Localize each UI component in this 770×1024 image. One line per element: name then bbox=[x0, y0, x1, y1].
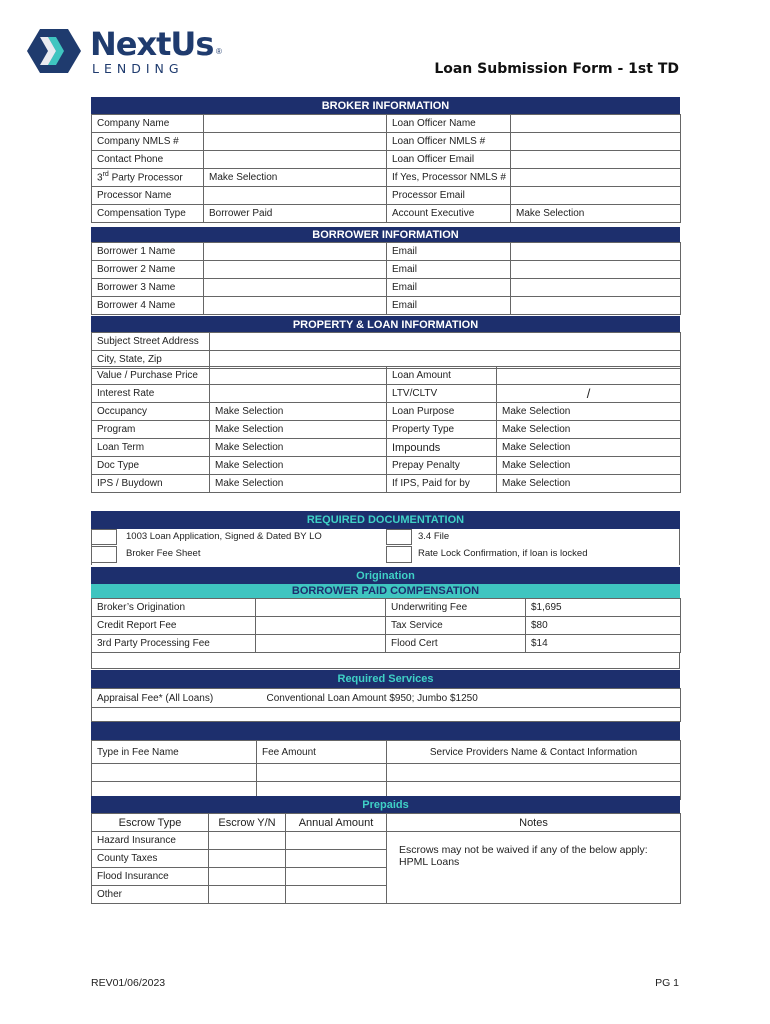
credit-report-fee-field[interactable] bbox=[256, 617, 386, 635]
value-purchase-price-field[interactable] bbox=[210, 367, 387, 385]
third-party-processor-label-post: Party Processor bbox=[108, 172, 183, 184]
doc-type-select[interactable]: Make Selection bbox=[210, 457, 387, 475]
credit-report-fee-label: Credit Report Fee bbox=[92, 617, 256, 635]
company-name-field[interactable] bbox=[204, 115, 387, 133]
third-party-processing-fee-label: 3rd Party Processing Fee bbox=[92, 635, 256, 653]
program-select[interactable]: Make Selection bbox=[210, 421, 387, 439]
property-loan-table bbox=[91, 366, 681, 493]
appraisal-table bbox=[91, 688, 681, 722]
county-escrow-yn-field[interactable] bbox=[209, 850, 286, 868]
broker-table bbox=[91, 114, 681, 223]
account-executive-label: Account Executive bbox=[387, 205, 511, 223]
loan-officer-name-field[interactable] bbox=[511, 115, 681, 133]
program-label: Program bbox=[92, 421, 210, 439]
company-nmls-label: Company NMLS # bbox=[92, 133, 204, 151]
origination-table bbox=[91, 598, 681, 653]
property-address-table bbox=[91, 332, 681, 369]
borrower-2-email-field[interactable] bbox=[511, 261, 681, 279]
third-party-processor-select[interactable]: Make Selection bbox=[204, 169, 387, 187]
borrower-1-name-field[interactable] bbox=[204, 243, 387, 261]
prepay-penalty-label: Prepay Penalty bbox=[387, 457, 497, 475]
borrower-1-email-field[interactable] bbox=[511, 243, 681, 261]
loan-term-label: Loan Term bbox=[92, 439, 210, 457]
other-label: Other bbox=[92, 886, 209, 904]
type-in-fee-name-header: Type in Fee Name bbox=[92, 741, 257, 764]
ltv-separator: / bbox=[586, 386, 591, 401]
borrower-3-email-label: Email bbox=[387, 279, 511, 297]
impounds-label: Impounds bbox=[387, 439, 497, 457]
processor-name-field[interactable] bbox=[204, 187, 387, 205]
borrower-3-name-label: Borrower 3 Name bbox=[92, 279, 204, 297]
borrower-2-name-field[interactable] bbox=[204, 261, 387, 279]
other-escrow-yn-field[interactable] bbox=[209, 886, 286, 904]
logo bbox=[26, 27, 236, 77]
notes-text-2: HPML Loans bbox=[399, 856, 460, 868]
appraisal-fee-value: Conventional Loan Amount $950; Jumbo $1250 bbox=[262, 689, 681, 708]
underwriting-fee-value: $1,695 bbox=[526, 599, 681, 617]
city-state-zip-label: City, State, Zip bbox=[92, 351, 210, 369]
borrower-paid-comp-header: BORROWER PAID COMPENSATION bbox=[91, 584, 680, 598]
origination-header: Origination bbox=[91, 567, 680, 584]
third-party-processor-label-pre: 3 bbox=[97, 172, 103, 184]
loan-officer-nmls-label: Loan Officer NMLS # bbox=[387, 133, 511, 151]
hazard-escrow-yn-field[interactable] bbox=[209, 832, 286, 850]
interest-rate-field[interactable] bbox=[210, 385, 387, 403]
flood-insurance-label: Flood Insurance bbox=[92, 868, 209, 886]
company-nmls-field[interactable] bbox=[204, 133, 387, 151]
prepaids-header: Prepaids bbox=[91, 796, 680, 813]
compensation-type-select[interactable]: Borrower Paid bbox=[204, 205, 387, 223]
occupancy-label: Occupancy bbox=[92, 403, 210, 421]
if-ips-paid-for-by-label: If IPS, Paid for by bbox=[387, 475, 497, 493]
hazard-annual-amount-field[interactable] bbox=[286, 832, 387, 850]
notes-cell bbox=[387, 832, 681, 904]
loan-amount-field[interactable] bbox=[497, 367, 681, 385]
loan-officer-email-field[interactable] bbox=[511, 151, 681, 169]
flood-cert-label: Flood Cert bbox=[386, 635, 526, 653]
borrower-1-email-label: Email bbox=[387, 243, 511, 261]
annual-amount-header: Annual Amount bbox=[286, 814, 387, 832]
ips-buydown-label: IPS / Buydown bbox=[92, 475, 210, 493]
subject-street-label: Subject Street Address bbox=[92, 333, 210, 351]
loan-officer-nmls-field[interactable] bbox=[511, 133, 681, 151]
contact-phone-field[interactable] bbox=[204, 151, 387, 169]
tax-service-label: Tax Service bbox=[386, 617, 526, 635]
appraisal-spacer-row bbox=[92, 708, 681, 722]
tax-service-value: $80 bbox=[526, 617, 681, 635]
impounds-select[interactable]: Make Selection bbox=[497, 439, 681, 457]
borrower-4-name-field[interactable] bbox=[204, 297, 387, 315]
brokers-origination-label: Broker’s Origination bbox=[92, 599, 256, 617]
origination-spacer bbox=[91, 653, 680, 669]
prepaids-table bbox=[91, 813, 681, 904]
value-purchase-price-label: Value / Purchase Price bbox=[92, 367, 210, 385]
loan-purpose-select[interactable]: Make Selection bbox=[497, 403, 681, 421]
notes-text-1: Escrows may not be waived if any of the below apply: bbox=[399, 844, 648, 856]
fee-amount-header: Fee Amount bbox=[257, 741, 387, 764]
underwriting-fee-label: Underwriting Fee bbox=[386, 599, 526, 617]
ips-paid-for-by-select[interactable]: Make Selection bbox=[497, 475, 681, 493]
revision-label: REV01/06/2023 bbox=[91, 977, 166, 989]
borrower-3-name-field[interactable] bbox=[204, 279, 387, 297]
required-services-divider bbox=[91, 722, 680, 740]
borrower-table bbox=[91, 242, 681, 315]
property-section-header: PROPERTY & LOAN INFORMATION bbox=[91, 316, 680, 333]
third-party-processing-fee-field[interactable] bbox=[256, 635, 386, 653]
doc-1003-label: 1003 Loan Application, Signed & Dated BY LO bbox=[126, 531, 322, 542]
county-annual-amount-field[interactable] bbox=[286, 850, 387, 868]
fee-name-field-1[interactable] bbox=[92, 764, 257, 782]
borrower-4-email-label: Email bbox=[387, 297, 511, 315]
doc-1003-checkbox[interactable] bbox=[91, 529, 117, 545]
borrower-3-email-field[interactable] bbox=[511, 279, 681, 297]
fees-table bbox=[91, 740, 681, 800]
doc-rate-lock-checkbox[interactable] bbox=[386, 546, 412, 563]
flood-escrow-yn-field[interactable] bbox=[209, 868, 286, 886]
ltv-cltv-field[interactable] bbox=[497, 385, 681, 403]
service-provider-field-1[interactable] bbox=[387, 764, 681, 782]
escrow-yn-header: Escrow Y/N bbox=[209, 814, 286, 832]
doc-type-label: Doc Type bbox=[92, 457, 210, 475]
loan-purpose-label: Loan Purpose bbox=[387, 403, 497, 421]
processor-name-label: Processor Name bbox=[92, 187, 204, 205]
doc-3-4-file-checkbox[interactable] bbox=[386, 529, 412, 545]
flood-annual-amount-field[interactable] bbox=[286, 868, 387, 886]
subject-street-field[interactable] bbox=[210, 333, 681, 351]
fee-amount-field-1[interactable] bbox=[257, 764, 387, 782]
hazard-insurance-label: Hazard Insurance bbox=[92, 832, 209, 850]
appraisal-fee-label: Appraisal Fee* (All Loans) bbox=[92, 689, 262, 708]
borrower-section-header: BORROWER INFORMATION bbox=[91, 227, 680, 243]
doc-3-4-file-label: 3.4 File bbox=[418, 531, 450, 542]
third-party-processor-label bbox=[92, 169, 204, 187]
borrower-4-email-field[interactable] bbox=[511, 297, 681, 315]
loan-officer-name-label: Loan Officer Name bbox=[387, 115, 511, 133]
logo-name: NextUs bbox=[90, 25, 214, 63]
loan-officer-email-label: Loan Officer Email bbox=[387, 151, 511, 169]
logo-registered: ® bbox=[216, 47, 222, 56]
other-annual-amount-field[interactable] bbox=[286, 886, 387, 904]
required-docs-header: REQUIRED DOCUMENTATION bbox=[91, 511, 680, 529]
borrower-2-email-label: Email bbox=[387, 261, 511, 279]
processor-email-field[interactable] bbox=[511, 187, 681, 205]
processor-email-label: Processor Email bbox=[387, 187, 511, 205]
ltv-cltv-label: LTV/CLTV bbox=[387, 385, 497, 403]
notes-header: Notes bbox=[387, 814, 681, 832]
account-executive-select[interactable]: Make Selection bbox=[511, 205, 681, 223]
contact-phone-label: Contact Phone bbox=[92, 151, 204, 169]
nextus-hexagon-icon bbox=[26, 27, 82, 75]
borrower-4-name-label: Borrower 4 Name bbox=[92, 297, 204, 315]
required-services-header: Required Services bbox=[91, 670, 680, 688]
broker-section-header: BROKER INFORMATION bbox=[91, 97, 680, 114]
occupancy-select[interactable]: Make Selection bbox=[210, 403, 387, 421]
interest-rate-label: Interest Rate bbox=[92, 385, 210, 403]
compensation-type-label: Compensation Type bbox=[92, 205, 204, 223]
flood-cert-value: $14 bbox=[526, 635, 681, 653]
escrow-type-header: Escrow Type bbox=[92, 814, 209, 832]
processor-nmls-field[interactable] bbox=[511, 169, 681, 187]
logo-sub: LENDING bbox=[92, 61, 184, 76]
borrower-2-name-label: Borrower 2 Name bbox=[92, 261, 204, 279]
if-yes-processor-nmls-label: If Yes, Processor NMLS # bbox=[387, 169, 511, 187]
borrower-1-name-label: Borrower 1 Name bbox=[92, 243, 204, 261]
doc-broker-fee-label: Broker Fee Sheet bbox=[126, 548, 201, 559]
page-title: Loan Submission Form - 1st TD bbox=[434, 61, 679, 77]
county-taxes-label: County Taxes bbox=[92, 850, 209, 868]
loan-amount-label: Loan Amount bbox=[387, 367, 497, 385]
prepay-penalty-select[interactable]: Make Selection bbox=[497, 457, 681, 475]
page-number: PG 1 bbox=[655, 977, 679, 989]
ips-buydown-select[interactable]: Make Selection bbox=[210, 475, 387, 493]
service-providers-header: Service Providers Name & Contact Information bbox=[387, 741, 681, 764]
loan-term-select[interactable]: Make Selection bbox=[210, 439, 387, 457]
property-type-label: Property Type bbox=[387, 421, 497, 439]
company-name-label: Company Name bbox=[92, 115, 204, 133]
brokers-origination-field[interactable] bbox=[256, 599, 386, 617]
property-type-select[interactable]: Make Selection bbox=[497, 421, 681, 439]
doc-rate-lock-label: Rate Lock Confirmation, if loan is locked bbox=[418, 548, 588, 559]
doc-broker-fee-checkbox[interactable] bbox=[91, 546, 117, 563]
third-party-processor-label-sup: rd bbox=[102, 171, 109, 179]
